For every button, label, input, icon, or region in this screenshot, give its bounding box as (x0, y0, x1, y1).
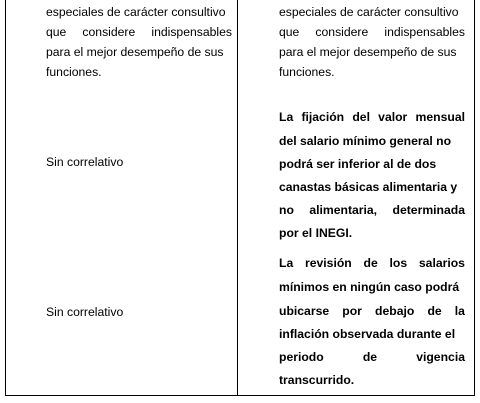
word: los (389, 256, 408, 270)
word: no (279, 203, 294, 217)
word: alimentaria, (309, 203, 378, 217)
row1-right-line3: canastas básicas alimentaria y (279, 180, 458, 194)
word: indispensables (151, 25, 232, 39)
word: que (46, 25, 67, 39)
row2-right-line5: transcurrido. (279, 373, 355, 387)
row1-right-line1: del salario mínimo general no (279, 134, 452, 148)
row2-left-text: Sin correlativo (46, 305, 124, 319)
row0-left-line1 (46, 24, 232, 40)
word: periodo (279, 350, 324, 364)
word: vigencia (416, 350, 465, 364)
word: La (279, 256, 294, 270)
word: mensual (415, 110, 465, 124)
table-border-middle (237, 0, 238, 396)
row2-right-line3: inflación observada durante el (279, 327, 456, 341)
word: ubicarse (279, 304, 330, 318)
row2-right-line0 (279, 255, 465, 271)
word: del (352, 110, 370, 124)
row2-right-line1: mínimos en ningún caso podrá (279, 280, 460, 294)
word: de (362, 350, 378, 364)
word: indispensables (384, 25, 465, 39)
word: debajo (375, 304, 415, 318)
word: que (279, 25, 300, 39)
word: por (342, 304, 362, 318)
word: salarios (418, 256, 465, 270)
word: determinada (392, 203, 465, 217)
row2-right-line2 (279, 303, 465, 319)
word: de (363, 256, 378, 270)
table-border-bottom (5, 395, 475, 396)
table-border-left (5, 0, 6, 396)
row0-left-cell (46, 0, 232, 90)
word: fijación (301, 110, 345, 124)
row0-right-line0: especiales de carácter consultivo (279, 5, 459, 19)
word: valor (378, 110, 408, 124)
row2-right-line4 (279, 349, 465, 365)
row0-left-line2: para el mejor desempeño de sus (46, 45, 224, 59)
word: de (427, 304, 442, 318)
word: considere (82, 25, 136, 39)
table-border-right (474, 0, 475, 396)
row0-left-line0: especiales de carácter consultivo (46, 5, 226, 19)
word: revisión (305, 256, 352, 270)
row0-right-line1 (279, 24, 465, 40)
row0-left-line3: funciones. (46, 65, 102, 79)
row1-right-line4 (279, 202, 465, 218)
row0-right-line3: funciones. (279, 65, 335, 79)
word: considere (315, 25, 369, 39)
row0-right-line2: para el mejor desempeño de sus (279, 45, 457, 59)
row1-right-line5: por el INEGI. (279, 226, 353, 240)
row1-right-line2: podrá ser inferior al de dos (279, 157, 437, 171)
row1-left-text: Sin correlativo (46, 155, 124, 169)
word: la (454, 304, 465, 318)
row0-right-cell (279, 0, 465, 90)
word: La (279, 110, 294, 124)
row1-right-line0 (279, 109, 465, 125)
